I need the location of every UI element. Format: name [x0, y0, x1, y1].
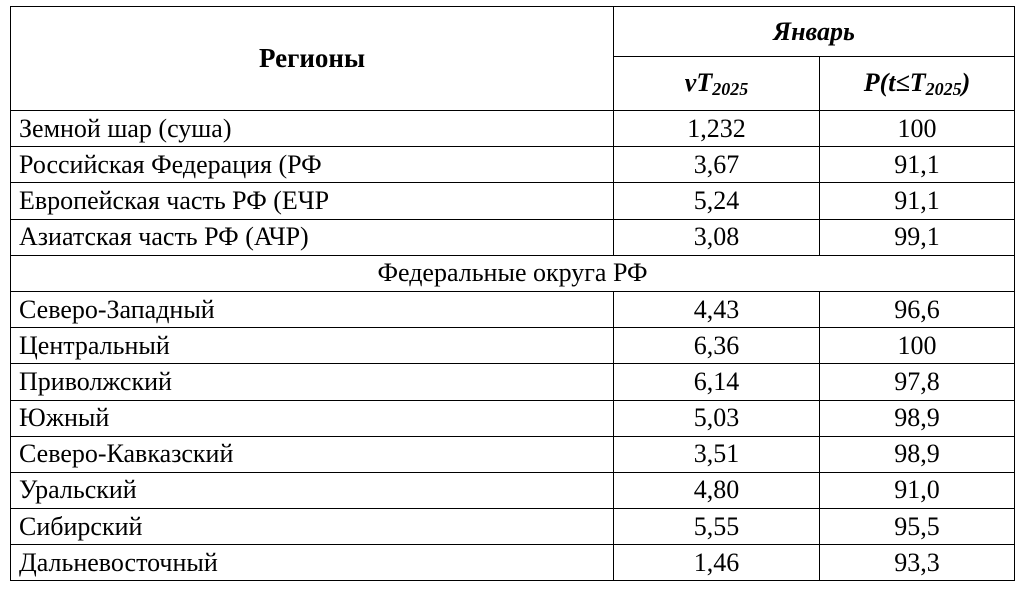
region-name-cell: Уральский [11, 472, 614, 508]
vt-value-cell: 3,51 [614, 436, 820, 472]
probability-value-cell: 93,3 [820, 545, 1015, 581]
month-header: Январь [614, 7, 1015, 57]
region-name-cell: Европейская часть РФ (ЕЧР [11, 183, 614, 219]
vt-value-cell: 6,36 [614, 328, 820, 364]
probability-value-cell: 91,0 [820, 472, 1015, 508]
vt-value-cell: 3,08 [614, 219, 820, 255]
data-table [10, 6, 1015, 581]
probability-suffix: ) [961, 67, 971, 97]
federal-districts-section-title: Федеральные округа РФ [11, 255, 1015, 291]
region-name-cell: Южный [11, 400, 614, 436]
vt-value-cell: 4,80 [614, 472, 820, 508]
region-name-cell: Азиатская часть РФ (АЧР) [11, 219, 614, 255]
probability-value-cell: 95,5 [820, 509, 1015, 545]
region-name-cell: Сибирский [11, 509, 614, 545]
table-row [11, 509, 1015, 545]
probability-value-cell: 99,1 [820, 219, 1015, 255]
probability-value-cell: 96,6 [820, 291, 1015, 327]
regions-header: Регионы [11, 7, 614, 111]
table-row [11, 400, 1015, 436]
region-name-cell: Российская Федерация (РФ [11, 147, 614, 183]
probability-value-cell: 100 [820, 111, 1015, 147]
header-row-top [11, 7, 1015, 57]
table-row [11, 436, 1015, 472]
vt-value-cell: 6,14 [614, 364, 820, 400]
vt-value-cell: 3,67 [614, 147, 820, 183]
probability-subscript: 2025 [925, 78, 962, 99]
table-row [11, 183, 1015, 219]
vt-subscript: 2025 [712, 78, 749, 99]
table-row [11, 472, 1015, 508]
probability-value-cell: 91,1 [820, 183, 1015, 219]
probability-value-cell: 100 [820, 328, 1015, 364]
region-name-cell: Земной шар (суша) [11, 111, 614, 147]
region-name-cell: Северо-Кавказский [11, 436, 614, 472]
vt-column-header [614, 57, 820, 111]
table-row [11, 219, 1015, 255]
probability-value-cell: 98,9 [820, 400, 1015, 436]
table-row [11, 291, 1015, 327]
table-row [11, 545, 1015, 581]
vt-value-cell: 5,03 [614, 400, 820, 436]
data-table-container [10, 6, 1015, 581]
vt-value-cell: 1,46 [614, 545, 820, 581]
probability-value-cell: 91,1 [820, 147, 1015, 183]
probability-value-cell: 98,9 [820, 436, 1015, 472]
table-row [11, 328, 1015, 364]
vt-value-cell: 1,232 [614, 111, 820, 147]
vt-value-cell: 4,43 [614, 291, 820, 327]
region-name-cell: Центральный [11, 328, 614, 364]
region-name-cell: Северо-Западный [11, 291, 614, 327]
table-row [11, 364, 1015, 400]
table-row [11, 147, 1015, 183]
probability-column-header [820, 57, 1015, 111]
region-name-cell: Дальневосточный [11, 545, 614, 581]
probability-prefix: P(t≤T [863, 67, 926, 97]
vt-value-cell: 5,24 [614, 183, 820, 219]
probability-value-cell: 97,8 [820, 364, 1015, 400]
vt-label: vT [684, 67, 713, 97]
table-row [11, 111, 1015, 147]
vt-value-cell: 5,55 [614, 509, 820, 545]
region-name-cell: Приволжский [11, 364, 614, 400]
section-row [11, 255, 1015, 291]
